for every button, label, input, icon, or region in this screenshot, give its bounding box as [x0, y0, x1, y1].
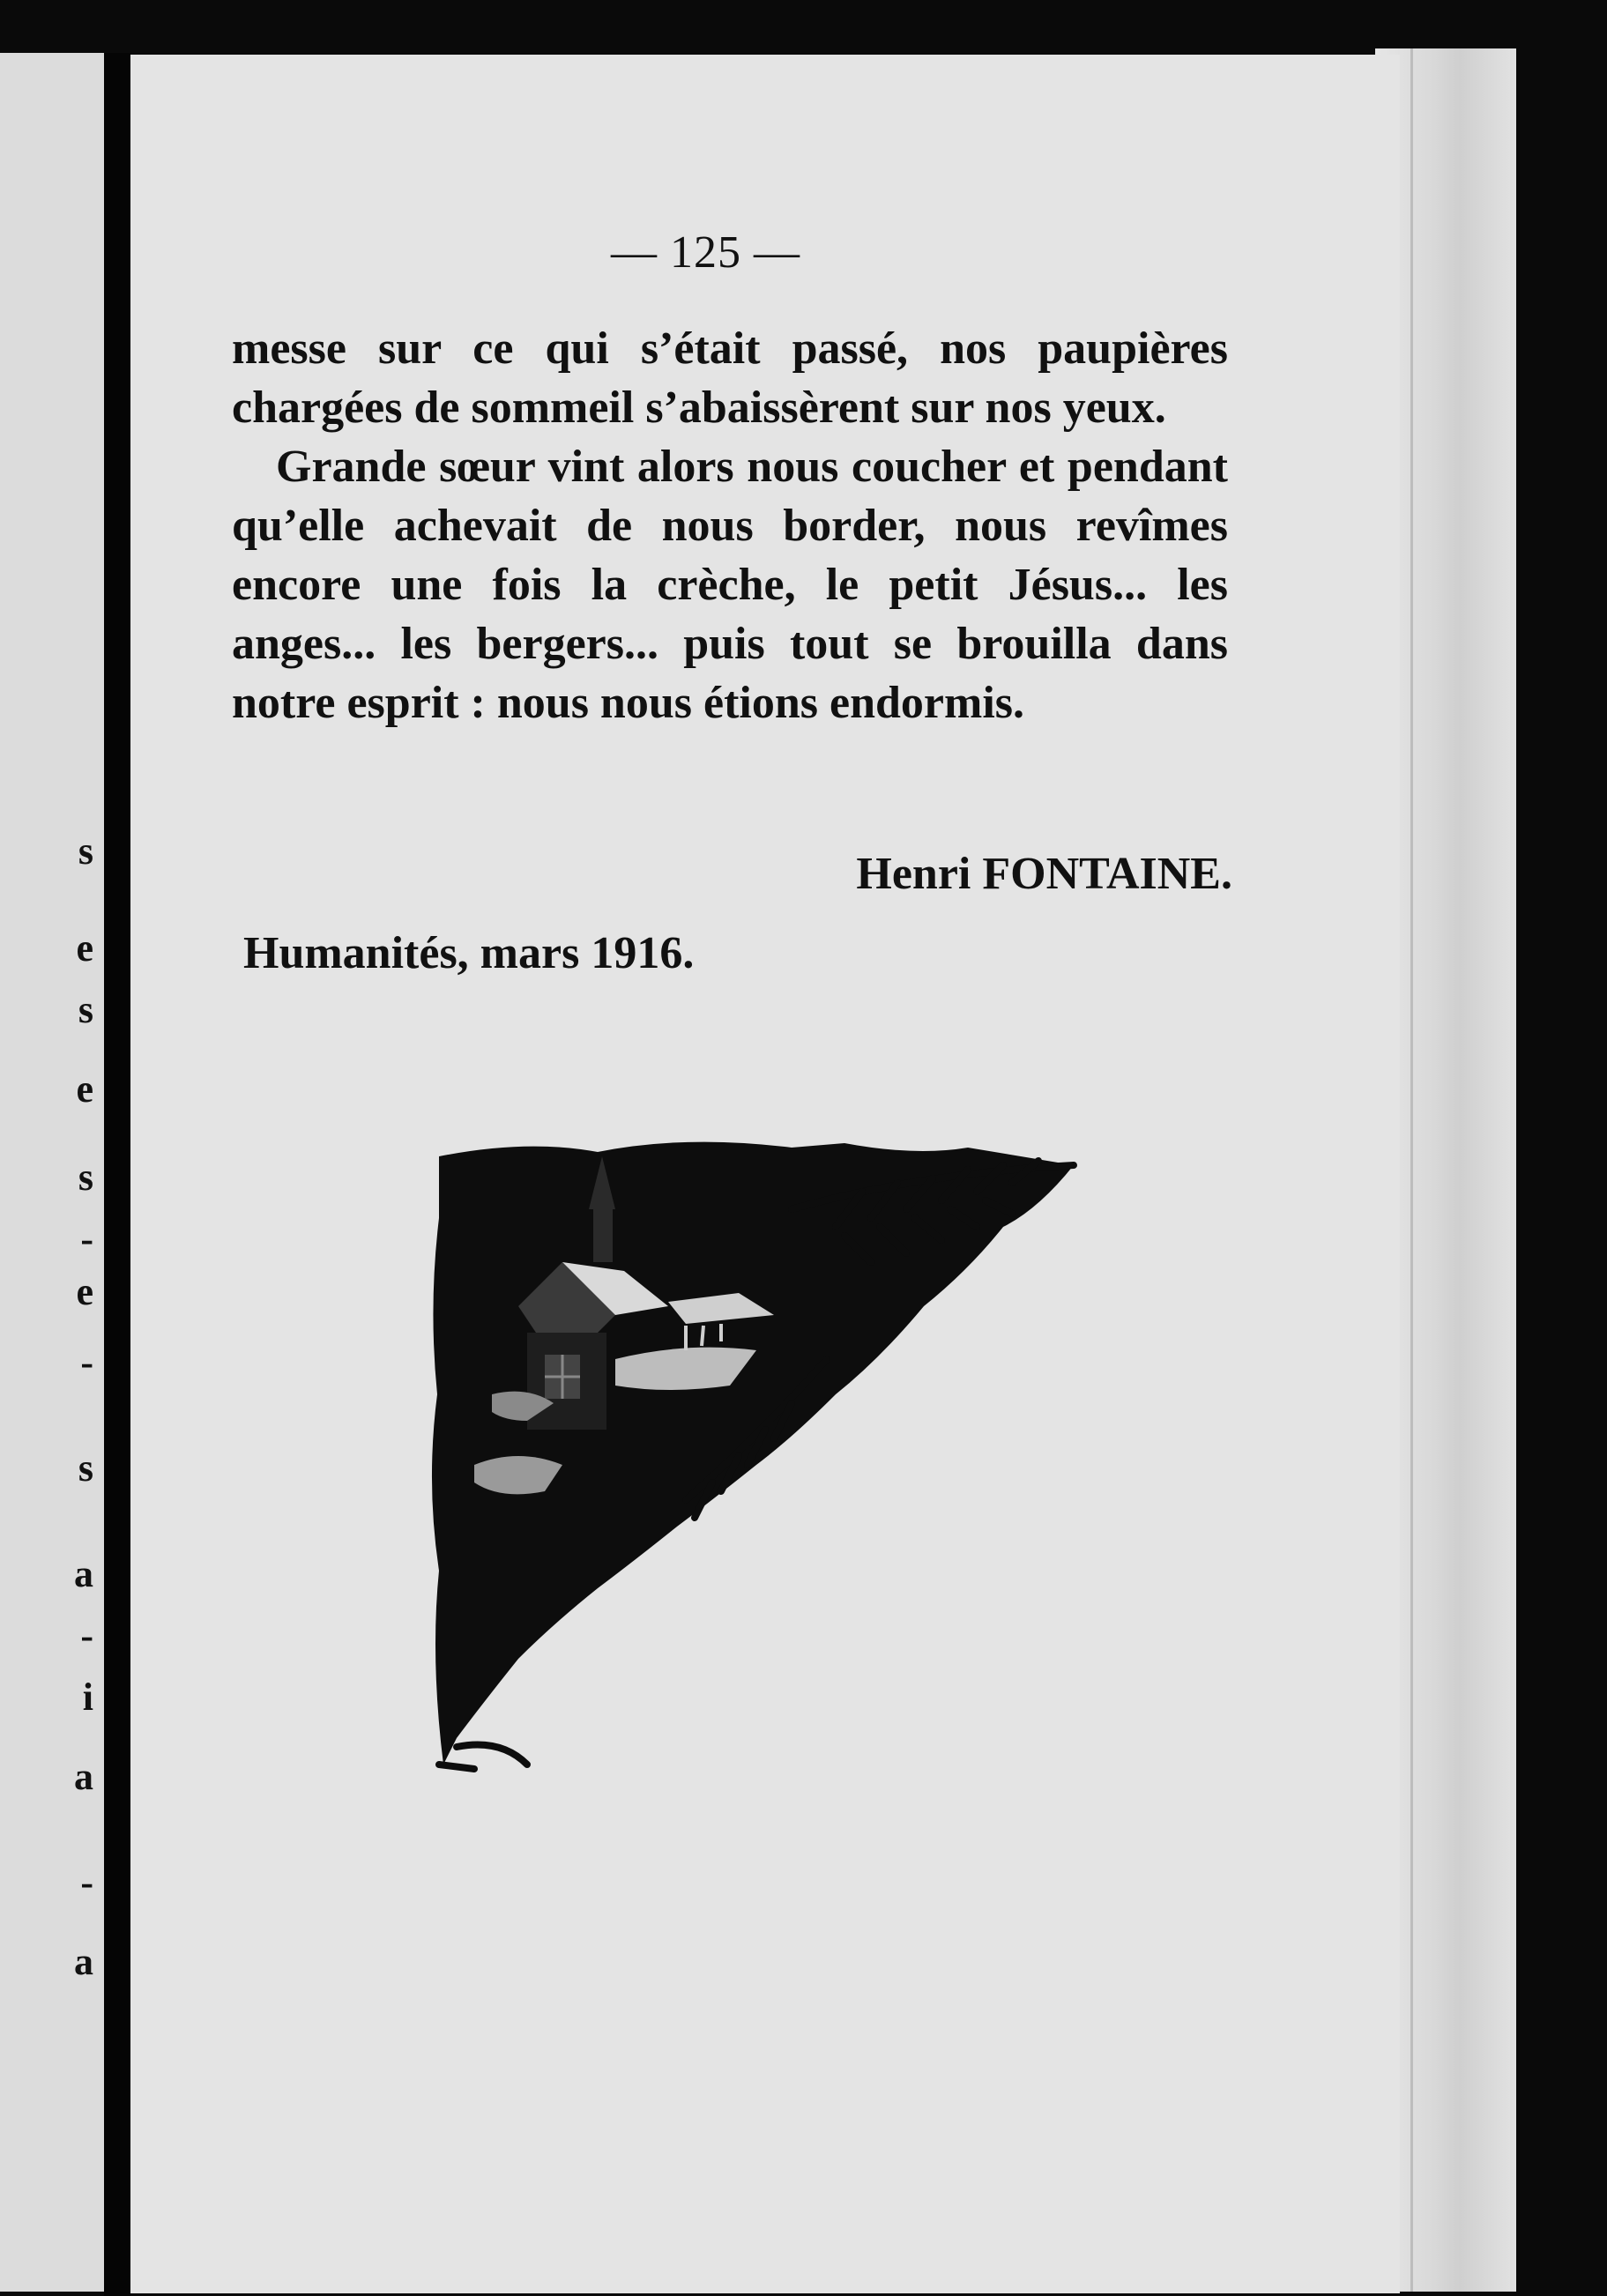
edge-char: - [80, 1614, 93, 1657]
edge-char: - [80, 1217, 93, 1260]
edge-char: e [76, 1270, 93, 1313]
left-page-text-fragments [0, 53, 104, 2292]
author-signature: Henri FONTAINE. [856, 849, 1232, 899]
edge-char: a [74, 1940, 93, 1983]
edge-char: s [78, 1446, 93, 1490]
book-page [130, 55, 1400, 2293]
page-number: — 125 — [611, 227, 800, 278]
edge-char: - [80, 1861, 93, 1904]
edge-char: s [78, 829, 93, 873]
edge-char: a [74, 1552, 93, 1595]
edge-char: i [82, 1676, 93, 1719]
edge-char: e [76, 926, 93, 970]
paragraph: Grande sœur vint alors nous coucher et pendant qu’elle achevait de nous border, nous revîmes encore une fois la crèche, le petit Jésus... les anges... les bergers... puis tout se brouilla dans notre esprit : nous nous étions endormis. [232, 442, 1228, 728]
winter-chalet-illustration [421, 1130, 1127, 1835]
book-gutter [104, 53, 130, 2296]
edge-char: s [78, 988, 93, 1031]
edge-char: s [78, 1155, 93, 1199]
edge-char: - [80, 1341, 93, 1384]
left-page-edge [0, 53, 104, 2292]
body-text [232, 319, 1228, 732]
edge-char: e [76, 1067, 93, 1111]
source-citation: Humanités, mars 1916. [243, 928, 695, 978]
edge-char: a [74, 1755, 93, 1798]
paragraph: messe sur ce qui s’était passé, nos paupières chargées de sommeil s’abaissèrent sur nos yeux. [232, 323, 1228, 433]
